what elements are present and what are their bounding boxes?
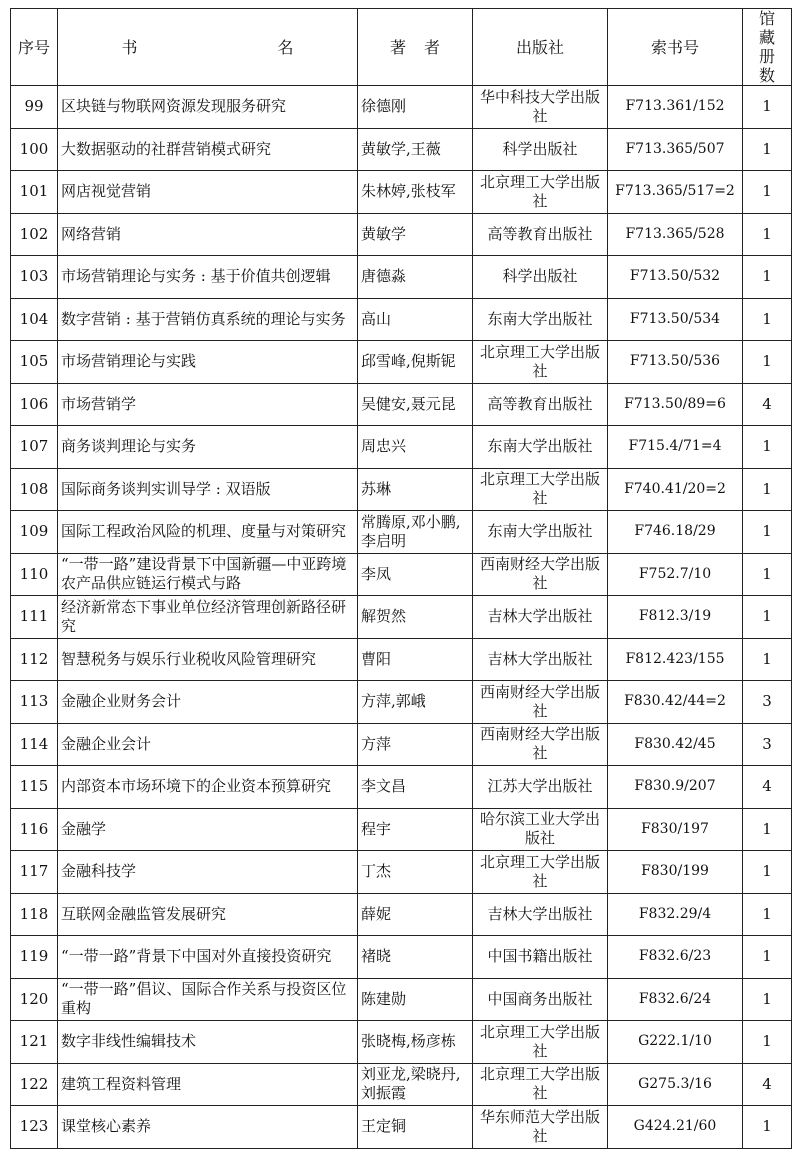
table-row xyxy=(11,723,792,766)
cell-author: 薛妮 xyxy=(358,893,473,936)
cell-title: 金融学 xyxy=(58,808,358,851)
cell-author: 苏琳 xyxy=(358,468,473,511)
header-title-char-1: 书 xyxy=(121,37,138,57)
header-no: 序号 xyxy=(11,9,58,86)
cell-call-number: F830.42/45 xyxy=(608,723,743,766)
cell-title: 互联网金融监管发展研究 xyxy=(58,893,358,936)
cell-count: 4 xyxy=(743,383,792,426)
cell-author: 周忠兴 xyxy=(358,426,473,469)
cell-no: 110 xyxy=(11,553,58,596)
cell-call-number: F830.42/44=2 xyxy=(608,681,743,724)
cell-count: 1 xyxy=(743,468,792,511)
cell-title: 市场营销理论与实践 xyxy=(58,341,358,384)
table-row xyxy=(11,893,792,936)
table-row xyxy=(11,596,792,639)
cell-author: 刘亚龙,梁晓丹,刘振霞 xyxy=(358,1063,473,1106)
cell-no: 123 xyxy=(11,1106,58,1149)
table-row xyxy=(11,808,792,851)
cell-title: 网店视觉营销 xyxy=(58,171,358,214)
cell-count: 1 xyxy=(743,1106,792,1149)
table-row xyxy=(11,511,792,554)
cell-title: 商务谈判理论与实务 xyxy=(58,426,358,469)
cell-author: 李文昌 xyxy=(358,766,473,809)
cell-publisher: 高等教育出版社 xyxy=(473,383,608,426)
header-author-char-2: 者 xyxy=(424,37,441,57)
cell-title: 网络营销 xyxy=(58,213,358,256)
cell-call-number: F713.365/507 xyxy=(608,128,743,171)
cell-no: 100 xyxy=(11,128,58,171)
cell-publisher: 东南大学出版社 xyxy=(473,426,608,469)
cell-author: 陈建勋 xyxy=(358,978,473,1021)
cell-author: 徐德刚 xyxy=(358,86,473,129)
table-body xyxy=(11,86,792,1149)
cell-title: 金融企业财务会计 xyxy=(58,681,358,724)
cell-call-number: F830/199 xyxy=(608,851,743,894)
cell-author: 高山 xyxy=(358,298,473,341)
cell-call-number: G424.21/60 xyxy=(608,1106,743,1149)
cell-title: 市场营销理论与实务 : 基于价值共创逻辑 xyxy=(58,256,358,299)
cell-no: 104 xyxy=(11,298,58,341)
cell-count: 4 xyxy=(743,1063,792,1106)
cell-count: 1 xyxy=(743,596,792,639)
cell-author: 吴健安,聂元昆 xyxy=(358,383,473,426)
cell-title: 课堂核心素养 xyxy=(58,1106,358,1149)
table-row xyxy=(11,638,792,681)
cell-author: 解贺然 xyxy=(358,596,473,639)
cell-call-number: F713.361/152 xyxy=(608,86,743,129)
cell-publisher: 华东师范大学出版社 xyxy=(473,1106,608,1149)
cell-count: 1 xyxy=(743,128,792,171)
cell-count: 1 xyxy=(743,171,792,214)
cell-no: 102 xyxy=(11,213,58,256)
cell-title: 大数据驱动的社群营销模式研究 xyxy=(58,128,358,171)
cell-no: 116 xyxy=(11,808,58,851)
cell-count: 1 xyxy=(743,1021,792,1064)
cell-title: 智慧税务与娱乐行业税收风险管理研究 xyxy=(58,638,358,681)
cell-author: 程宇 xyxy=(358,808,473,851)
cell-no: 117 xyxy=(11,851,58,894)
header-title xyxy=(58,9,358,86)
cell-author: 方萍 xyxy=(358,723,473,766)
cell-title: 内部资本市场环境下的企业资本预算研究 xyxy=(58,766,358,809)
table-row xyxy=(11,213,792,256)
cell-publisher: 西南财经大学出版社 xyxy=(473,681,608,724)
cell-no: 103 xyxy=(11,256,58,299)
cell-count: 1 xyxy=(743,808,792,851)
table-row xyxy=(11,681,792,724)
cell-count: 1 xyxy=(743,256,792,299)
cell-call-number: F713.50/534 xyxy=(608,298,743,341)
cell-author: 褚晓 xyxy=(358,936,473,979)
cell-title: 国际工程政治风险的机理、度量与对策研究 xyxy=(58,511,358,554)
table-row xyxy=(11,766,792,809)
cell-count: 1 xyxy=(743,341,792,384)
cell-publisher: 北京理工大学出版社 xyxy=(473,851,608,894)
cell-call-number: F740.41/20=2 xyxy=(608,468,743,511)
cell-call-number: G222.1/10 xyxy=(608,1021,743,1064)
table-row xyxy=(11,86,792,129)
cell-call-number: F830/197 xyxy=(608,808,743,851)
cell-no: 107 xyxy=(11,426,58,469)
cell-author: 黄敏学 xyxy=(358,213,473,256)
cell-no: 121 xyxy=(11,1021,58,1064)
cell-count: 1 xyxy=(743,978,792,1021)
cell-publisher: 东南大学出版社 xyxy=(473,511,608,554)
cell-call-number: F713.365/517=2 xyxy=(608,171,743,214)
header-author-char-1: 著 xyxy=(389,37,406,57)
cell-title: “一带一路”背景下中国对外直接投资研究 xyxy=(58,936,358,979)
cell-count: 1 xyxy=(743,851,792,894)
cell-title: 国际商务谈判实训导学 : 双语版 xyxy=(58,468,358,511)
cell-publisher: 哈尔滨工业大学出版社 xyxy=(473,808,608,851)
cell-author: 唐德淼 xyxy=(358,256,473,299)
cell-author: 朱林婷,张枝军 xyxy=(358,171,473,214)
cell-title: 建筑工程资料管理 xyxy=(58,1063,358,1106)
cell-count: 1 xyxy=(743,426,792,469)
cell-title: 数字营销 : 基于营销仿真系统的理论与实务 xyxy=(58,298,358,341)
cell-title: “一带一路”建设背景下中国新疆—中亚跨境农产品供应链运行模式与路 xyxy=(58,553,358,596)
table-row xyxy=(11,851,792,894)
cell-call-number: F832.29/4 xyxy=(608,893,743,936)
table-row xyxy=(11,256,792,299)
cell-call-number: F713.50/536 xyxy=(608,341,743,384)
cell-call-number: F812.3/19 xyxy=(608,596,743,639)
cell-call-number: F830.9/207 xyxy=(608,766,743,809)
header-count: 馆藏册数 xyxy=(743,9,792,86)
cell-title: 经济新常态下事业单位经济管理创新路径研究 xyxy=(58,596,358,639)
header-publisher: 出版社 xyxy=(473,9,608,86)
cell-publisher: 吉林大学出版社 xyxy=(473,638,608,681)
cell-call-number: F812.423/155 xyxy=(608,638,743,681)
table-row xyxy=(11,1021,792,1064)
cell-title: 金融企业会计 xyxy=(58,723,358,766)
table-row xyxy=(11,1063,792,1106)
cell-count: 1 xyxy=(743,86,792,129)
cell-no: 122 xyxy=(11,1063,58,1106)
cell-title: 区块链与物联网资源发现服务研究 xyxy=(58,86,358,129)
cell-title: “一带一路”倡议、国际合作关系与投资区位重构 xyxy=(58,978,358,1021)
cell-count: 1 xyxy=(743,893,792,936)
cell-count: 3 xyxy=(743,723,792,766)
header-author xyxy=(358,9,473,86)
table-header-row xyxy=(11,9,792,86)
cell-author: 王定铜 xyxy=(358,1106,473,1149)
cell-publisher: 北京理工大学出版社 xyxy=(473,1063,608,1106)
cell-no: 112 xyxy=(11,638,58,681)
cell-no: 108 xyxy=(11,468,58,511)
cell-call-number: F752.7/10 xyxy=(608,553,743,596)
cell-no: 109 xyxy=(11,511,58,554)
cell-title: 金融科技学 xyxy=(58,851,358,894)
cell-count: 1 xyxy=(743,638,792,681)
table-row xyxy=(11,298,792,341)
cell-title: 市场营销学 xyxy=(58,383,358,426)
table-row xyxy=(11,978,792,1021)
table-row xyxy=(11,553,792,596)
cell-no: 105 xyxy=(11,341,58,384)
cell-publisher: 江苏大学出版社 xyxy=(473,766,608,809)
cell-count: 1 xyxy=(743,298,792,341)
cell-publisher: 北京理工大学出版社 xyxy=(473,468,608,511)
cell-author: 黄敏学,王薇 xyxy=(358,128,473,171)
cell-no: 118 xyxy=(11,893,58,936)
cell-call-number: F713.50/89=6 xyxy=(608,383,743,426)
book-list-table xyxy=(10,8,792,1149)
cell-call-number: F832.6/23 xyxy=(608,936,743,979)
cell-no: 119 xyxy=(11,936,58,979)
table-row xyxy=(11,341,792,384)
cell-no: 114 xyxy=(11,723,58,766)
cell-count: 1 xyxy=(743,553,792,596)
cell-no: 113 xyxy=(11,681,58,724)
cell-no: 120 xyxy=(11,978,58,1021)
cell-call-number: F715.4/71=4 xyxy=(608,426,743,469)
cell-count: 1 xyxy=(743,213,792,256)
cell-publisher: 北京理工大学出版社 xyxy=(473,341,608,384)
cell-count: 4 xyxy=(743,766,792,809)
cell-call-number: G275.3/16 xyxy=(608,1063,743,1106)
cell-publisher: 高等教育出版社 xyxy=(473,213,608,256)
cell-author: 曹阳 xyxy=(358,638,473,681)
cell-call-number: F746.18/29 xyxy=(608,511,743,554)
cell-publisher: 中国书籍出版社 xyxy=(473,936,608,979)
cell-count: 3 xyxy=(743,681,792,724)
cell-publisher: 华中科技大学出版社 xyxy=(473,86,608,129)
cell-publisher: 中国商务出版社 xyxy=(473,978,608,1021)
cell-author: 邱雪峰,倪斯铌 xyxy=(358,341,473,384)
cell-count: 1 xyxy=(743,936,792,979)
cell-publisher: 西南财经大学出版社 xyxy=(473,723,608,766)
cell-author: 张晓梅,杨彦栋 xyxy=(358,1021,473,1064)
table-row xyxy=(11,171,792,214)
cell-call-number: F832.6/24 xyxy=(608,978,743,1021)
cell-publisher: 科学出版社 xyxy=(473,256,608,299)
cell-call-number: F713.365/528 xyxy=(608,213,743,256)
cell-publisher: 西南财经大学出版社 xyxy=(473,553,608,596)
cell-publisher: 吉林大学出版社 xyxy=(473,893,608,936)
cell-call-number: F713.50/532 xyxy=(608,256,743,299)
cell-author: 丁杰 xyxy=(358,851,473,894)
cell-title: 数字非线性编辑技术 xyxy=(58,1021,358,1064)
cell-author: 李凤 xyxy=(358,553,473,596)
table-row xyxy=(11,1106,792,1149)
cell-publisher: 东南大学出版社 xyxy=(473,298,608,341)
table-row xyxy=(11,468,792,511)
cell-no: 101 xyxy=(11,171,58,214)
cell-publisher: 吉林大学出版社 xyxy=(473,596,608,639)
cell-publisher: 科学出版社 xyxy=(473,128,608,171)
header-call-number: 索书号 xyxy=(608,9,743,86)
table-row xyxy=(11,383,792,426)
table-row xyxy=(11,426,792,469)
cell-no: 106 xyxy=(11,383,58,426)
cell-publisher: 北京理工大学出版社 xyxy=(473,171,608,214)
cell-author: 方萍,郭峨 xyxy=(358,681,473,724)
header-title-char-2: 名 xyxy=(277,37,294,57)
cell-count: 1 xyxy=(743,511,792,554)
cell-no: 99 xyxy=(11,86,58,129)
table-row xyxy=(11,936,792,979)
cell-no: 115 xyxy=(11,766,58,809)
cell-author: 常腾原,邓小鹏,李启明 xyxy=(358,511,473,554)
table-row xyxy=(11,128,792,171)
cell-publisher: 北京理工大学出版社 xyxy=(473,1021,608,1064)
cell-no: 111 xyxy=(11,596,58,639)
